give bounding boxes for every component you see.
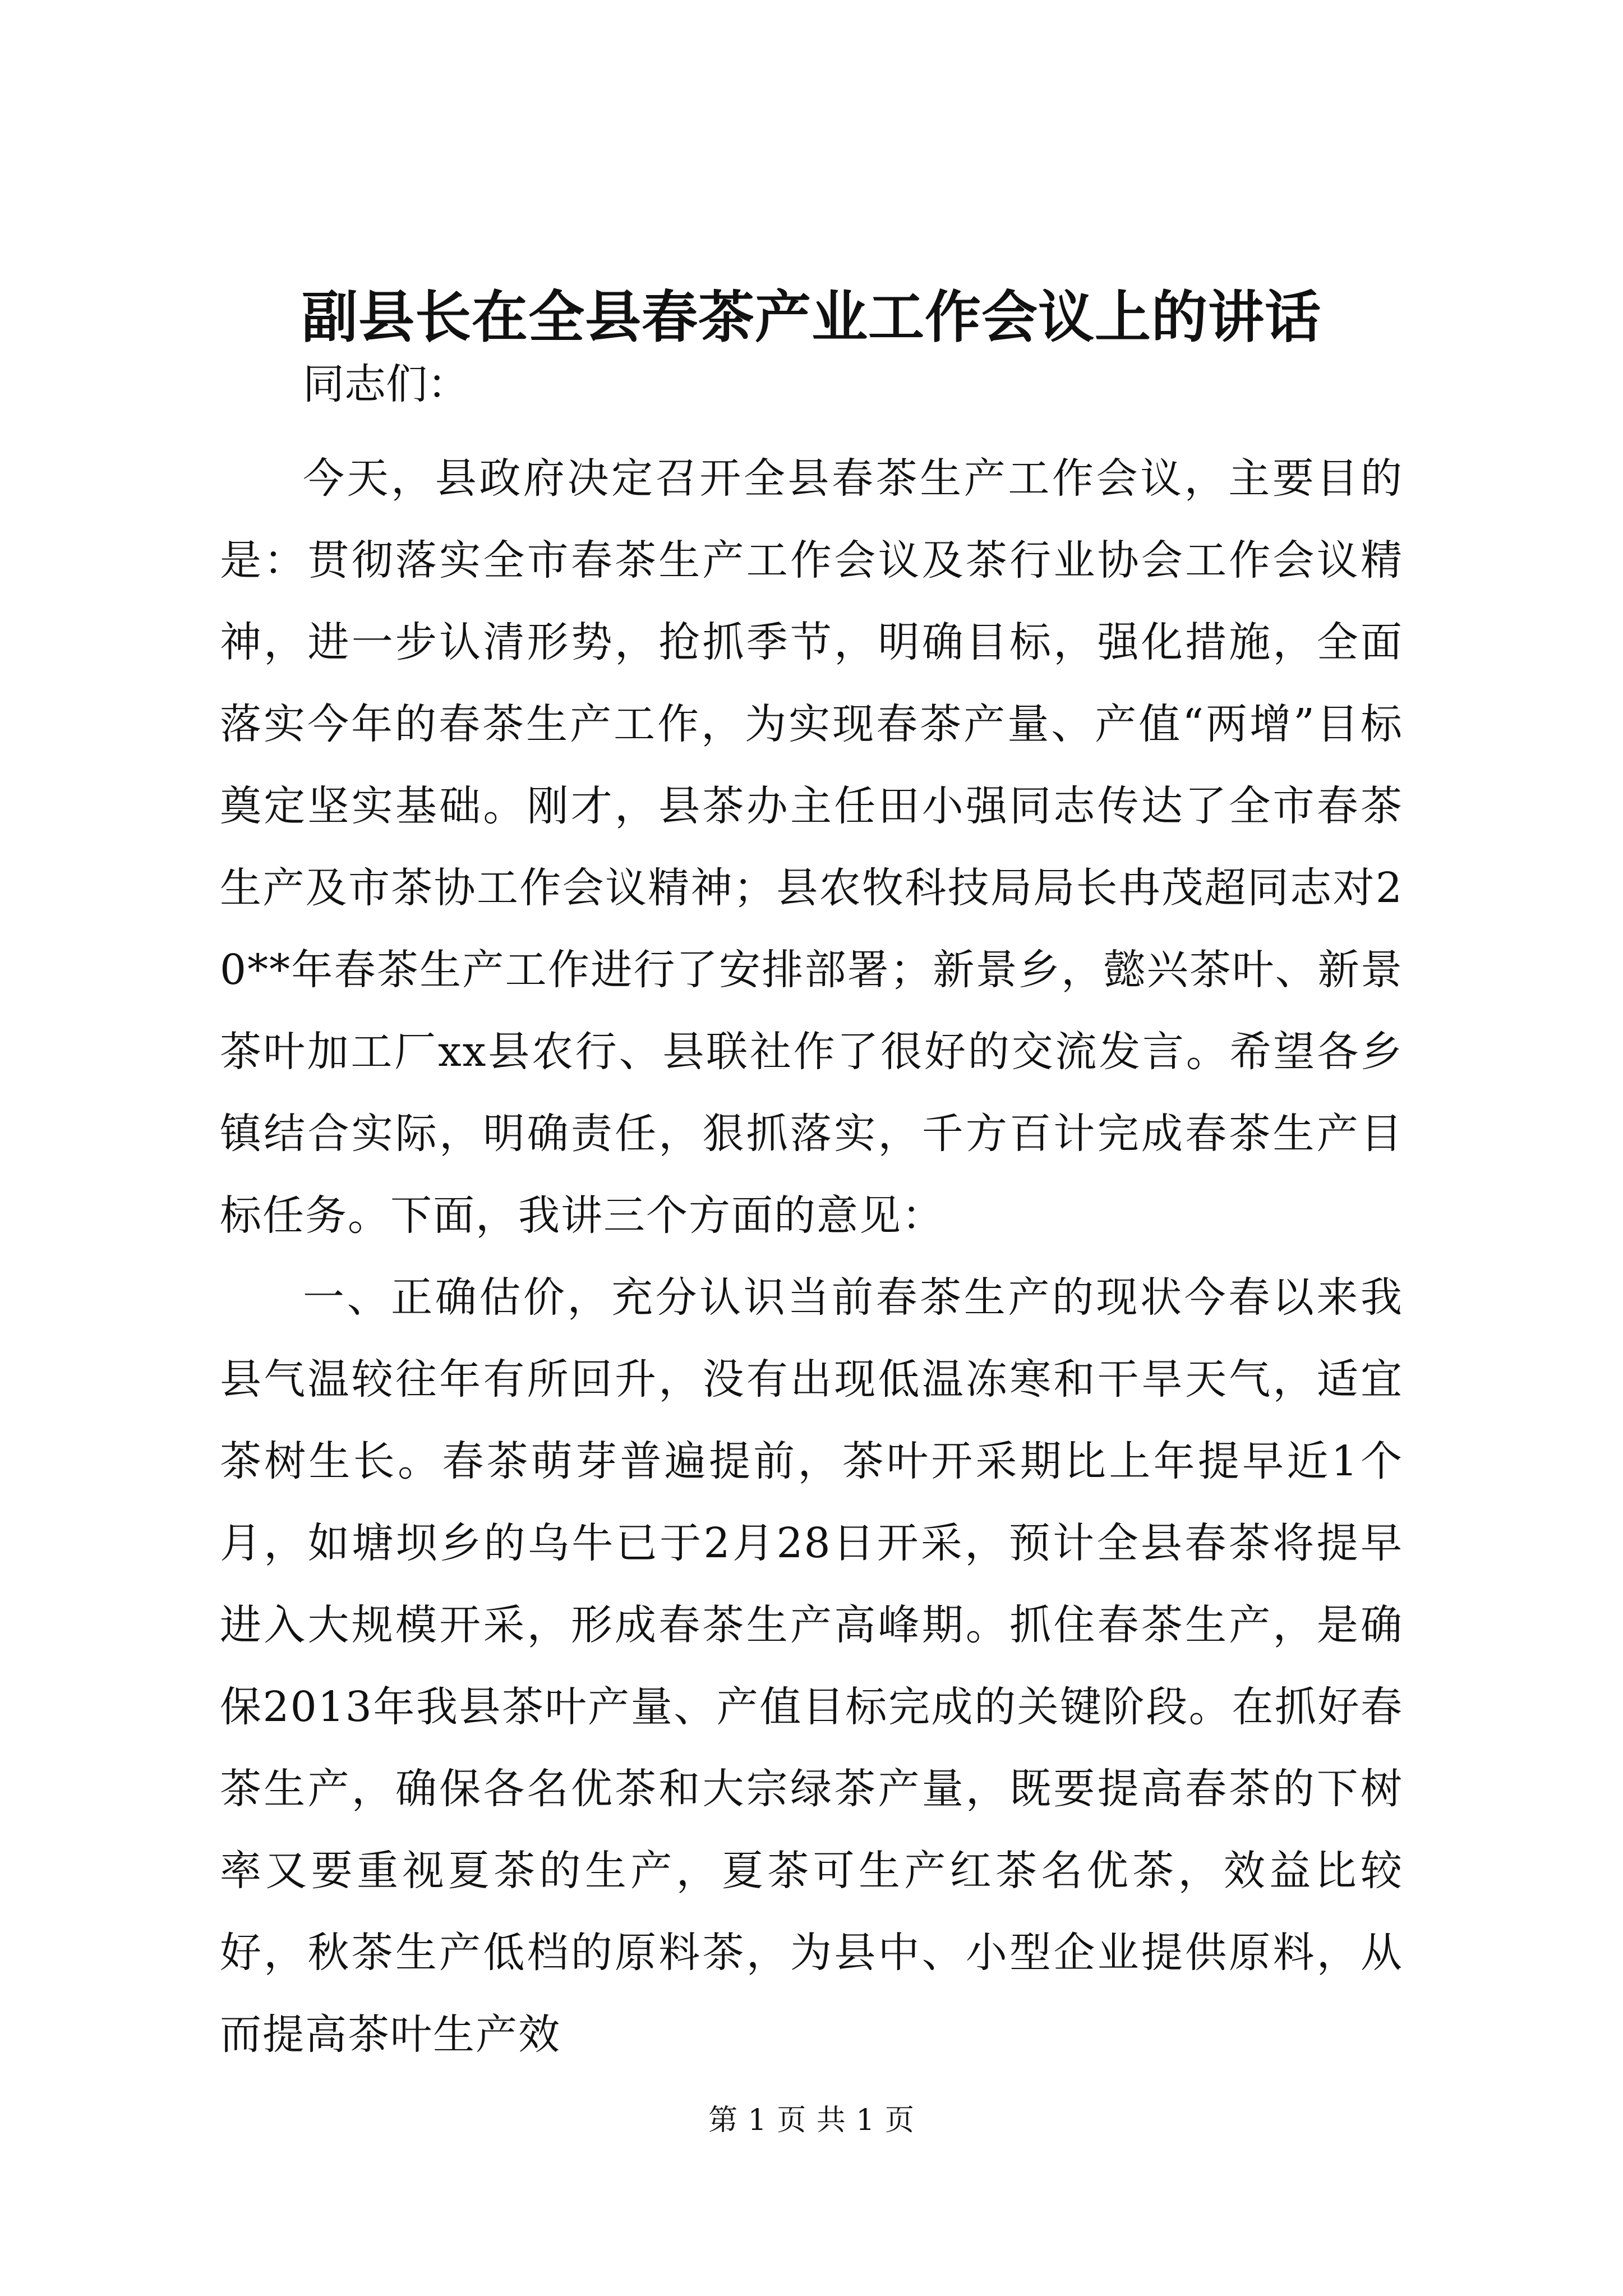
greeting-line: 同志们： — [303, 360, 469, 408]
page-footer: 第 1 页 共 1 页 — [708, 2104, 915, 2137]
document-title: 副县长在全县春茶产业工作会议上的讲话 — [302, 284, 1321, 350]
paragraph-section-one: 一、正确估价，充分认识当前春茶生产的现状今春以来我县气温较往年有所回升，没有出现低温冻寒和干旱天气，适宜茶树生长。春茶萌芽普遍提前，茶叶开采期比上年提早近1个月，如塘坝乡的乌牛已于2月28日开采，预计全县春茶将提早进入大规模开采，形成春茶生产高峰期。抓住春茶生产，是确保2013年我县茶叶产量、产值目标完成的关键阶段。在抓好春茶生产，确保各名优茶和大宗绿茶产量，既要提高春茶的下树率又要重视夏茶的生产，夏茶可生产红茶名优茶，效益比较好，秋茶生产低档的原料茶，为县中、小型企业提供原料，从而提高茶叶生产效 — [220, 1273, 1403, 2059]
document-body — [220, 438, 1403, 2076]
paragraph-intro: 今天，县政府决定召开全县春茶生产工作会议，主要目的是：贯彻落实全市春茶生产工作会议及茶行业协会工作会议精神，进一步认清形势，抢抓季节，明确目标，强化措施，全面落实今年的春茶生产工作，为实现春茶产量、产值“两增”目标奠定坚实基础。刚才，县茶办主任田小强同志传达了全市春茶生产及市茶协工作会议精神；县农牧科技局局长冉茂超同志对20**年春茶生产工作进行了安排部署；新景乡，懿兴茶叶、新景茶叶加工厂xx县农行、县联社作了很好的交流发言。希望各乡镇结合实际，明确责任，狠抓落实，千方百计完成春茶生产目标任务。下面，我讲三个方面的意见： — [220, 454, 1403, 1240]
